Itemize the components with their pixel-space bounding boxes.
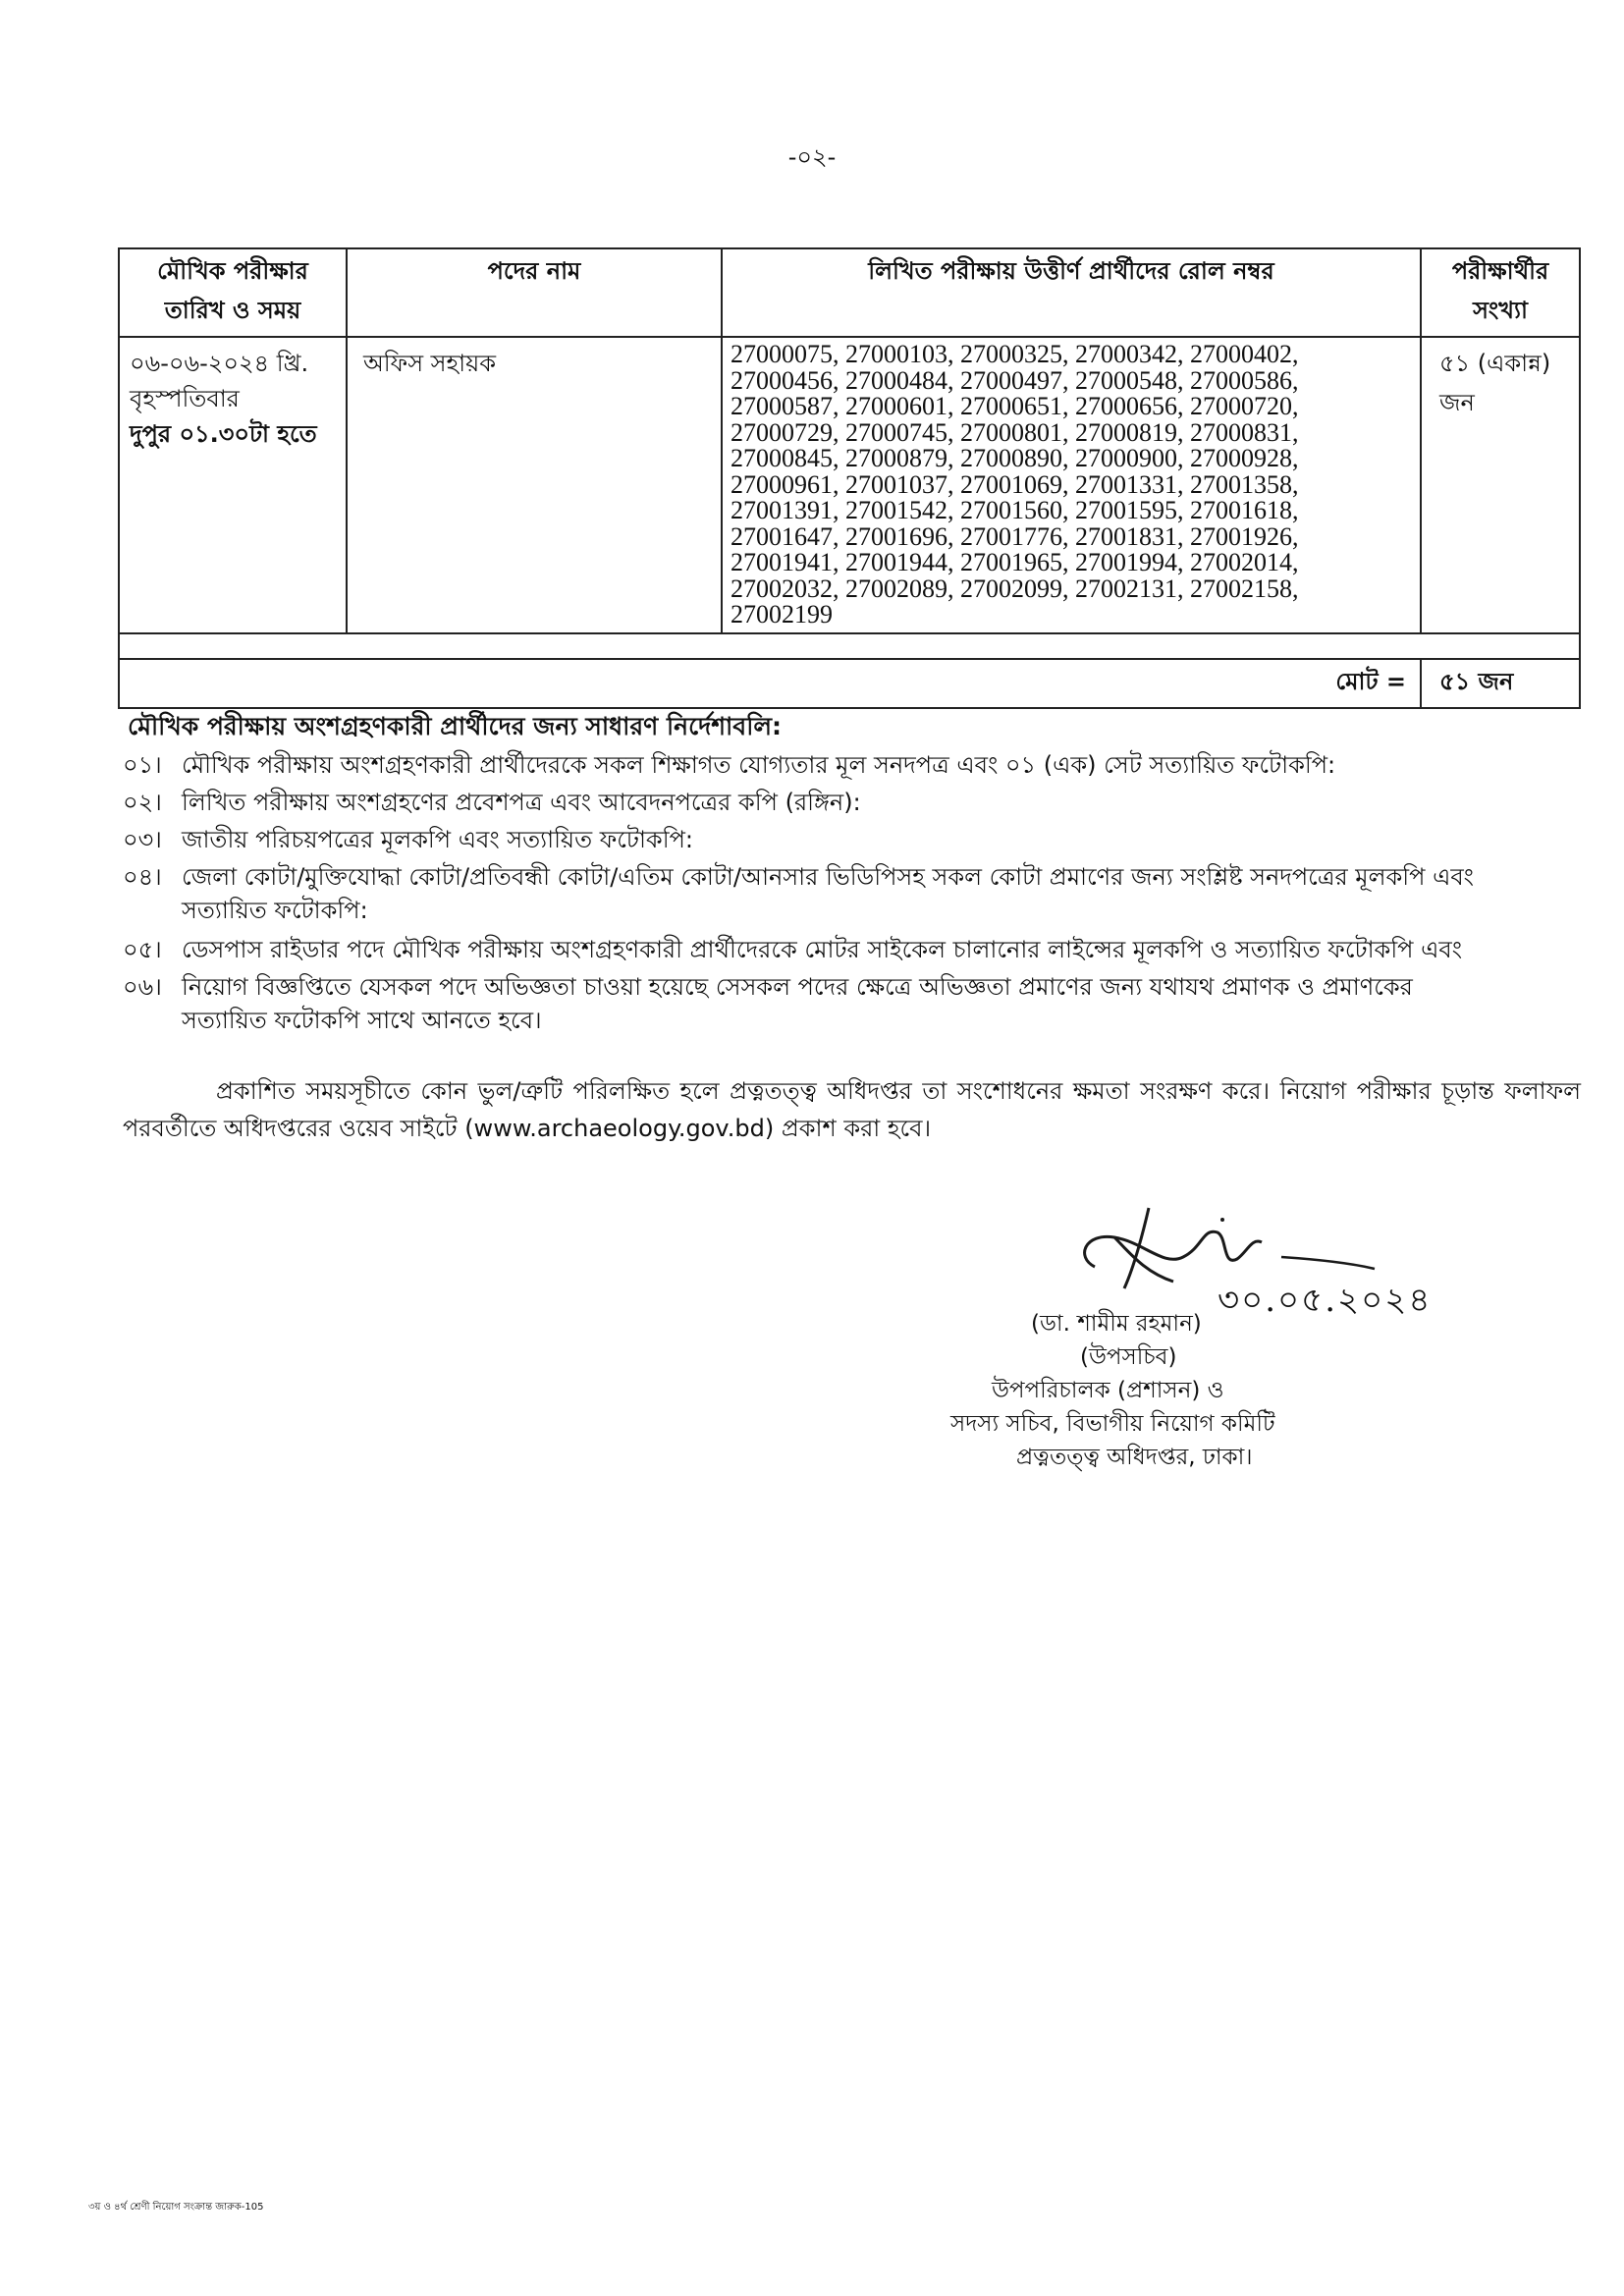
instructions-heading: মৌখিক পরীক্ষায় অংশগ্রহণকারী প্রার্থীদের জন্য সাধারণ নির্দেশাবলি: bbox=[128, 712, 782, 740]
instruction-item: ০৬। নিয়োগ বিজ্ঞপ্তিতে যেসকল পদে অভিজ্ঞতা চাওয়া হয়েছে সেসকল পদের ক্ষেত্রে অভিজ্ঞতা প্রমাণের জন্য যথাযথ প্রমাণক ও প্রমাণকের সত্যায়িত ফটোকপি সাথে আনতে হবে। bbox=[123, 973, 1413, 1034]
total-label: মোট = bbox=[119, 659, 1421, 708]
footer-note: ৩য় ও ৪র্থ শ্রেণী নিয়োগ সংক্রান্ত জারুক-105 bbox=[88, 2202, 264, 2213]
spacer-row bbox=[119, 633, 1580, 659]
total-row bbox=[119, 659, 1580, 708]
roll-line: 27001941, 27001944, 27001965, 27001994, 27002014, bbox=[731, 548, 1299, 576]
signatory-designation: উপপরিচালক (প্রশাসন) ও bbox=[992, 1378, 1224, 1403]
table-header-row bbox=[119, 248, 1580, 337]
signatory-office: প্রত্নতত্ত্ব অধিদপ্তর, ঢাকা। bbox=[1016, 1445, 1253, 1470]
total-value: ৫১ জন bbox=[1421, 659, 1580, 708]
candidate-count: ৫১ (একান্ন) জন bbox=[1421, 337, 1580, 633]
instruction-item: ০২। লিখিত পরীক্ষায় অংশগ্রহণের প্রবেশপত্র এবং আবেদনপত্রের কপি (রঙ্গিন): bbox=[123, 789, 861, 816]
signatory-rank: (উপসচিব) bbox=[1080, 1344, 1177, 1370]
notice-paragraph: প্রকাশিত সময়সূচীতে কোন ভুল/ত্রুটি পরিলক্ষিত হলে প্রত্নতত্ত্ব অধিদপ্তর তা সংশোধনের ক্ষমতা সংরক্ষণ করে। নিয়োগ পরীক্ষার চূড়ান্ত ফলাফল পরবর্তীতে অধিদপ্তরের ওয়েব সাইটে (www.archaeology.gov.bd) প্রকাশ করা হবে। bbox=[123, 1077, 1581, 1142]
exam-date: ০৬-০৬-২০২৪ খ্রি. bbox=[130, 350, 309, 377]
instruction-item: ০১। মৌখিক পরীক্ষায় অংশগ্রহণকারী প্রার্থীদেরকে সকল শিক্ষাগত যোগ্যতার মূল সনদপত্র এবং ০১ (এক) সেট সত্যায়িত ফটোকপি: bbox=[123, 751, 1336, 779]
header-rolls: লিখিত পরীক্ষায় উত্তীর্ণ প্রার্থীদের রোল নম্বর bbox=[722, 248, 1421, 337]
roll-numbers bbox=[722, 337, 1421, 633]
exam-date-cell bbox=[119, 337, 347, 633]
roll-line: 27000961, 27001037, 27001069, 27001331, 27001358, bbox=[731, 469, 1299, 499]
roll-line: 27002032, 27002089, 27002099, 27002131, 27002158, bbox=[731, 574, 1299, 603]
roll-line: 27000587, 27000601, 27000651, 27000656, 27000720, bbox=[731, 392, 1299, 420]
header-count: পরীক্ষার্থীর সংখ্যা bbox=[1421, 248, 1580, 337]
roll-line: 27000729, 27000745, 27000801, 27000819, 27000831, bbox=[731, 417, 1299, 447]
signature-date: ৩০.০৫.২০২৪ bbox=[1218, 1281, 1433, 1320]
roll-line: 27002199 bbox=[731, 600, 833, 629]
page-number: -০২- bbox=[787, 143, 837, 171]
roll-line: 27000456, 27000484, 27000497, 27000548, 27000586, bbox=[731, 365, 1299, 395]
instruction-item: ০৫। ডেসপাস রাইডার পদে মৌখিক পরীক্ষায় অংশগ্রহণকারী প্রার্থীদেরকে মোটর সাইকেল চালানোর লাইন্সের মূলকপি ও সত্যায়িত ফটোকপি এবং bbox=[123, 936, 1463, 963]
results-table bbox=[118, 247, 1581, 709]
header-date: মৌখিক পরীক্ষার তারিখ ও সময় bbox=[119, 248, 347, 337]
exam-day: বৃহস্পতিবার bbox=[130, 385, 240, 412]
header-post: পদের নাম bbox=[347, 248, 722, 337]
roll-line: 27001647, 27001696, 27001776, 27001831, 27001926, bbox=[731, 521, 1299, 551]
exam-time: দুপুর ০১.৩০টা হতে bbox=[130, 420, 317, 448]
table-row bbox=[119, 337, 1580, 633]
instruction-item: ০৪। জেলা কোটা/মুক্তিযোদ্ধা কোটা/প্রতিবন্ধী কোটা/এতিম কোটা/আনসার ভিডিপিসহ সকল কোটা প্রমাণের জন্য সংশ্লিষ্ট সনদপত্রের মূলকপি এবং সত্যায়িত ফটোকপি: bbox=[123, 863, 1475, 924]
roll-line: 27001391, 27001542, 27001560, 27001595, 27001618, bbox=[731, 496, 1299, 524]
roll-line: 27000075, 27000103, 27000325, 27000342, 27000402, bbox=[731, 340, 1299, 368]
signatory-committee: সদস্য সচিব, বিভাগীয় নিয়োগ কমিটি bbox=[950, 1411, 1275, 1437]
instruction-item: ০৩। জাতীয় পরিচয়পত্রের মূলকপি এবং সত্যায়িত ফটোকপি: bbox=[123, 826, 693, 853]
post-name: অফিস সহায়ক bbox=[347, 337, 722, 633]
signatory-name: (ডা. শামীম রহমান) bbox=[1031, 1311, 1202, 1337]
roll-line: 27000845, 27000879, 27000890, 27000900, 27000928, bbox=[731, 444, 1299, 472]
